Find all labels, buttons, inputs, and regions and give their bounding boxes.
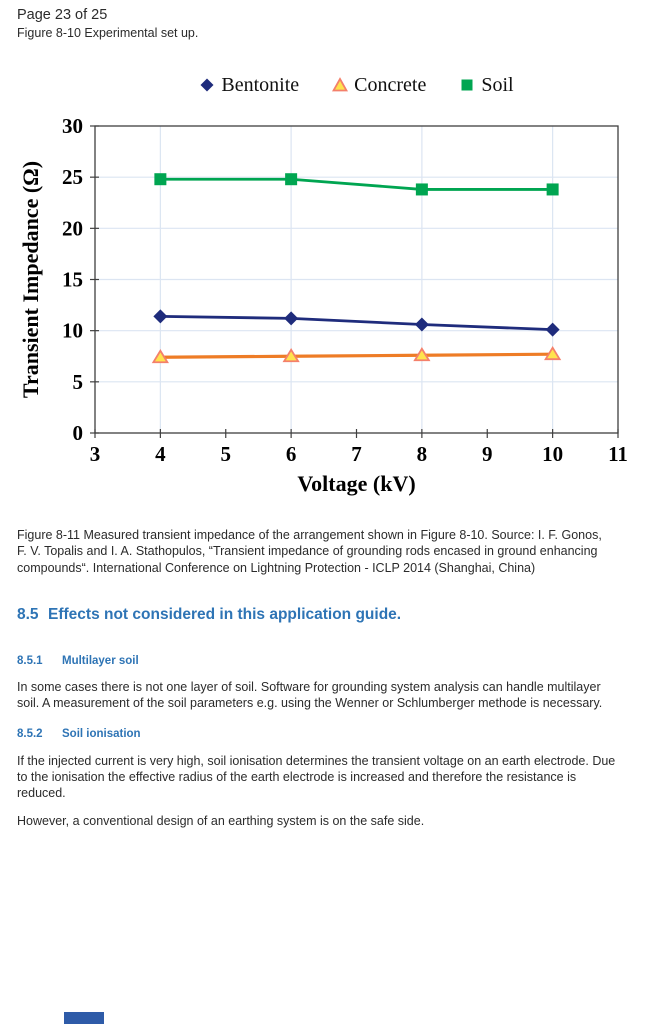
series-line-bentonite [160,316,552,329]
marker-square-soil [547,183,559,195]
y-axis-title: Transient Impedance (Ω) [18,160,43,399]
figure-8-11-caption: Figure 8-11 Measured transient impedance of the arrangement shown in Figure 8-10. Source: I. F. Gonos, F. V. Topalis and I. A. Stathopulos, “Transient impedance of grounding rods encased in ground enhancing compounds“. International Conference on Lightning Protection - ICLP 2014 (Shanghai, China) [17,527,602,575]
paragraph-soil-ionisation: If the injected current is very high, soil ionisation determines the transient voltage on an earth electrode. Due to the ionisation the effective radius of the earth electrode is increased and therefore the resistance is reduced. [17,753,616,801]
subsection-number: 8.5.1 [17,654,43,667]
marker-square-soil [285,173,297,185]
paragraph-multilayer-soil: In some cases there is not one layer of soil. Software for grounding system analysis can handle multilayer soil. A measurement of the soil parameters e.g. using the Wenner or Schlumberger methode is necessary. [17,679,603,710]
footer-blue-bar [64,1012,104,1024]
paragraph-however: However, a conventional design of an earthing system is on the safe side. [17,813,425,828]
legend-label: Soil [481,73,514,96]
legend-item-concrete [332,74,426,97]
y-tick-label: 25 [62,165,83,190]
y-tick-label: 20 [62,216,83,241]
marker-diamond-bentonite [546,323,560,337]
x-tick-label: 9 [482,442,493,466]
x-tick-label: 10 [542,442,564,466]
x-tick-label: 5 [220,442,231,466]
marker-diamond-bentonite [415,318,429,332]
section-title: Effects not considered in this application guide. [48,605,402,623]
series-line-concrete [160,354,552,357]
y-tick-label: 30 [62,114,83,138]
legend-marker-triangle-icon [332,77,348,93]
subsection-heading-8-5-2 [17,728,141,740]
x-tick-label: 3 [89,442,101,466]
marker-diamond-bentonite [153,309,167,323]
legend-item-soil [459,74,513,97]
marker-square-soil [416,183,428,195]
x-tick-label: 4 [155,442,166,466]
subsection-title: Multilayer soil [62,654,139,667]
y-tick-label: 15 [62,267,83,292]
x-tick-label: 8 [416,442,428,466]
subsection-heading-8-5-1 [17,655,139,667]
y-tick-label: 5 [72,369,83,394]
legend-label: Concrete [354,73,427,96]
marker-square-soil [154,173,166,185]
legend-item-bentonite [199,74,299,97]
legend-marker-diamond-icon [199,77,215,93]
section-number: 8.5 [17,605,39,623]
x-tick-label: 11 [608,442,628,466]
subsection-title: Soil ionisation [62,727,141,740]
legend-label: Bentonite [221,73,300,96]
impedance-chart [0,110,651,502]
series-line-soil [160,179,552,189]
x-tick-label: 6 [285,442,297,466]
y-tick-label: 10 [62,318,83,343]
y-tick-label: 0 [72,421,83,445]
x-tick-label: 7 [351,442,362,466]
x-axis-title: Voltage (kV) [297,471,416,496]
page-number-text: Page 23 of 25 [17,7,108,23]
marker-diamond-bentonite [284,311,298,325]
chart-legend [95,72,618,98]
subsection-number: 8.5.2 [17,727,43,740]
legend-marker-square-icon [459,77,475,93]
section-heading-8-5 [17,606,401,624]
figure-8-10-caption: Figure 8-10 Experimental set up. [17,26,199,40]
